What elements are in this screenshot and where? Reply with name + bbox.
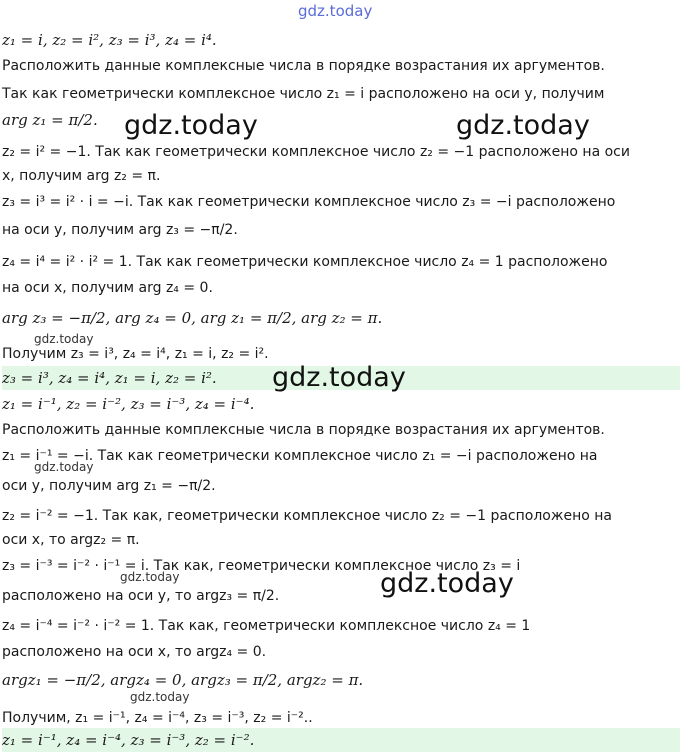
watermark: gdz.today xyxy=(120,570,180,584)
watermark: gdz.today xyxy=(130,690,190,704)
text-line: argz₁ = −π/2, argz₄ = 0, argz₃ = π/2, argz₂ = π. xyxy=(2,671,364,689)
watermark: gdz.today xyxy=(272,362,406,393)
watermark: gdz.today xyxy=(34,332,94,346)
text-line: z₃ = i⁻³ = i⁻² · i⁻¹ = i. Так как, геометрически комплексное число z₃ = i xyxy=(2,558,521,574)
text-line: расположено на оси x, то argz₄ = 0. xyxy=(2,644,267,660)
text-line: на оси x, получим arg z₄ = 0. xyxy=(2,280,213,296)
text-line: Так как геометрически комплексное число z₁ = i расположено на оси y, получим xyxy=(2,86,605,102)
text-line: Получим z₃ = i³, z₄ = i⁴, z₁ = i, z₂ = i². xyxy=(2,346,269,362)
text-line: arg z₃ = −π/2, arg z₄ = 0, arg z₁ = π/2, arg z₂ = π. xyxy=(2,309,383,327)
watermark: gdz.today xyxy=(456,110,590,141)
text-line: на оси y, получим arg z₃ = −π/2. xyxy=(2,222,238,238)
answer-line: z₃ = i³, z₄ = i⁴, z₁ = i, z₂ = i². xyxy=(2,366,680,390)
watermark: gdz.today xyxy=(34,460,94,474)
text-line: z₁ = i⁻¹, z₂ = i⁻², z₃ = i⁻³, z₄ = i⁻⁴. xyxy=(2,395,255,413)
text-line: оси x, то argz₂ = π. xyxy=(2,532,140,548)
text-line: оси y, получим arg z₁ = −π/2. xyxy=(2,478,216,494)
text-line: arg z₁ = π/2. xyxy=(2,111,98,129)
text-line: z₃ = i³ = i² · i = −i. Так как геометрически комплексное число z₃ = −i расположено xyxy=(2,194,616,210)
text-line: x, получим arg z₂ = π. xyxy=(2,168,161,184)
answer-line: z₁ = i⁻¹, z₄ = i⁻⁴, z₃ = i⁻³, z₂ = i⁻². xyxy=(2,728,680,752)
text-line: расположено на оси y, то argz₃ = π/2. xyxy=(2,588,280,604)
text-line: Получим, z₁ = i⁻¹, z₄ = i⁻⁴, z₃ = i⁻³, z₂ = i⁻².. xyxy=(2,710,313,726)
text-line: z₄ = i⁻⁴ = i⁻² · i⁻² = 1. Так как, геометрически комплексное число z₄ = 1 xyxy=(2,618,531,634)
text-line: Расположить данные комплексные числа в порядке возрастания их аргументов. xyxy=(2,422,605,438)
text-line: z₂ = i² = −1. Так как геометрически комплексное число z₂ = −1 расположено на оси xyxy=(2,144,630,160)
text-line: z₄ = i⁴ = i² · i² = 1. Так как геометрически комплексное число z₄ = 1 расположено xyxy=(2,254,608,270)
watermark: gdz.today xyxy=(124,110,258,141)
text-line: z₂ = i⁻² = −1. Так как, геометрически комплексное число z₂ = −1 расположено на xyxy=(2,508,612,524)
text-line: Расположить данные комплексные числа в порядке возрастания их аргументов. xyxy=(2,58,605,74)
watermark: gdz.today xyxy=(380,568,514,599)
text-line: z₁ = i, z₂ = i², z₃ = i³, z₄ = i⁴. xyxy=(2,31,217,49)
text-line: z₁ = i⁻¹ = −i. Так как геометрически комплексное число z₁ = −i расположено на xyxy=(2,448,598,464)
site-link[interactable]: gdz.today xyxy=(298,2,373,20)
